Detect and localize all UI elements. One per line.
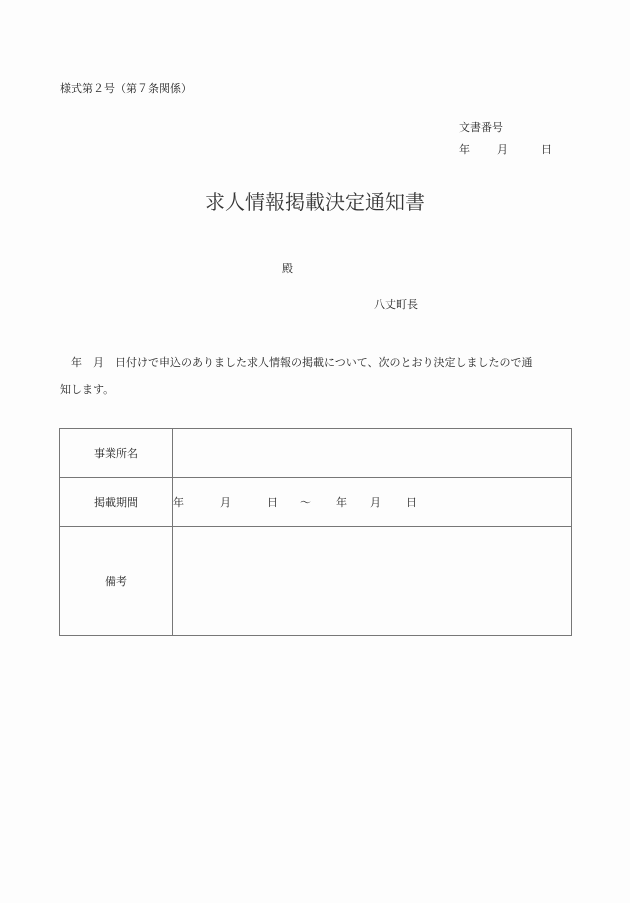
period-end-month: 月 [370,496,381,509]
posting-period-field[interactable] [173,478,572,527]
document-title: 求人情報掲載決定通知書 [205,190,425,214]
period-start-month: 月 [220,496,231,509]
details-table [59,428,572,636]
issuer-name: 八丈町長 [374,298,418,311]
business-name-field[interactable] [173,429,572,478]
date-day: 日 [541,143,552,156]
period-start-year: 年 [173,496,184,509]
table-row-business-name [60,429,572,478]
date-year: 年 [459,143,470,156]
table-row-posting-period [60,478,572,527]
period-start-day: 日 [267,496,278,509]
notice-body-line-2: 知します。 [60,383,115,396]
period-end-year: 年 [336,496,347,509]
notice-body-line-1: 年 月 日付けで申込のありました求人情報の掲載について、次のとおり決定しましたので通 [60,356,533,369]
document-number-label: 文書番号 [459,121,503,134]
posting-period-label: 掲載期間 [60,478,173,527]
issue-date [459,141,552,157]
business-name-label: 事業所名 [60,429,173,478]
table-row-remarks [60,527,572,636]
date-month: 月 [497,143,508,156]
remarks-field[interactable] [173,527,572,636]
notice-body [60,349,575,403]
period-separator: ～ [300,496,311,509]
period-end-day: 日 [406,496,417,509]
remarks-label: 備考 [60,527,173,636]
addressee-honorific: 殿 [282,262,293,275]
form-number-label: 様式第２号（第７条関係） [60,82,192,95]
